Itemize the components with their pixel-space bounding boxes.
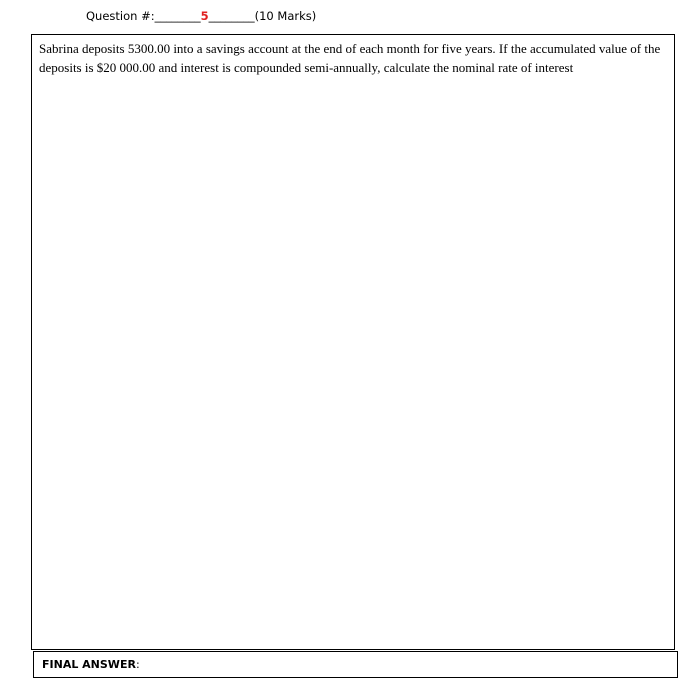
question-marks: ________(10 Marks) [208,9,317,23]
final-answer-colon: : [135,658,140,671]
final-answer-label: FINAL ANSWER [42,658,136,671]
question-text: Sabrina deposits 5300.00 into a savings account at the end of each month for five years. If the accumulated value of the deposits is $20 000.00 and interest is compounded semi-annually, calculate the nominal rate of interest [39,41,661,75]
question-header [86,9,316,23]
question-number: 5 [200,9,209,23]
question-number-prefix: Question #:________ [86,9,201,23]
final-answer-label-wrap [42,658,140,671]
answer-workspace[interactable] [31,34,675,650]
final-answer-box[interactable] [33,651,678,678]
